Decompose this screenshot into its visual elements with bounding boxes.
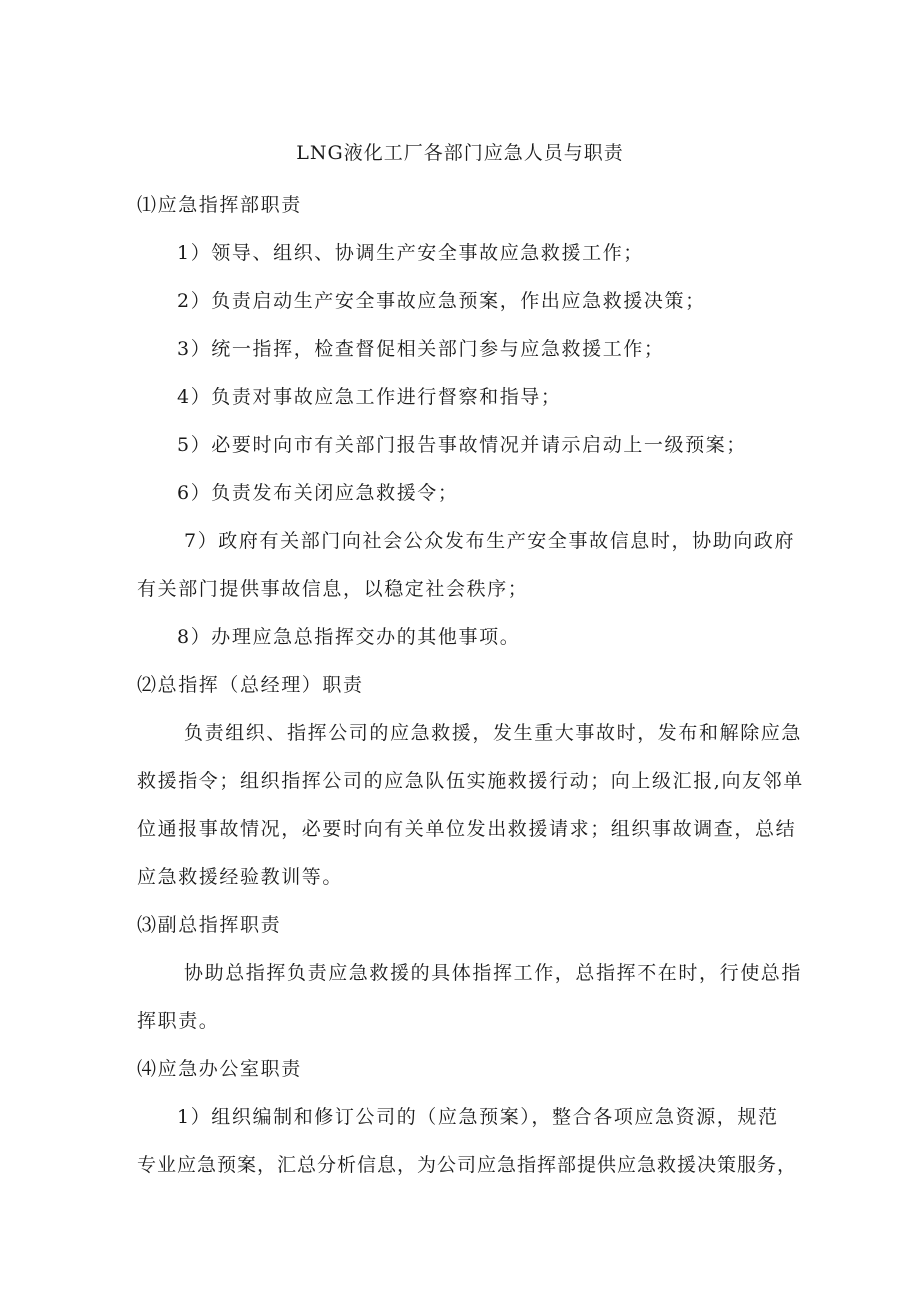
command-duty-item-1: 1）领导、组织、协调生产安全事故应急救援工作；	[177, 242, 644, 264]
command-duty-item-6: 6）负责发布关闭应急救援令；	[177, 482, 459, 504]
section-heading-general-commander: ⑵总指挥（总经理）职责	[137, 674, 364, 696]
emergency-office-line-2: 专业应急预案，汇总分析信息，为公司应急指挥部提供应急救援决策服务，	[137, 1154, 798, 1176]
deputy-commander-line-2: 挥职责。	[137, 1010, 220, 1032]
command-duty-item-7-line-2: 有关部门提供事故信息，以稳定社会秩序；	[137, 578, 529, 600]
section-heading-deputy-commander: ⑶副总指挥职责	[137, 914, 282, 936]
section-heading-command-center: ⑴应急指挥部职责	[137, 194, 302, 216]
general-commander-line-4: 应急救援经验教训等。	[137, 866, 344, 888]
general-commander-line-2: 救援指令；组织指挥公司的应急队伍实施救援行动；向上级汇报,向友邻单	[137, 770, 804, 792]
general-commander-line-1: 负责组织、指挥公司的应急救援，发生重大事故时，发布和解除应急	[184, 722, 803, 744]
command-duty-item-8: 8）办理应急总指挥交办的其他事项。	[177, 626, 521, 648]
command-duty-item-3: 3）统一指挥，检查督促相关部门参与应急救援工作；	[177, 338, 665, 360]
command-duty-item-5: 5）必要时向市有关部门报告事故情况并请示启动上一级预案；	[177, 434, 747, 456]
document-title: LNG液化工厂各部门应急人员与职责	[296, 142, 624, 164]
section-heading-emergency-office: ⑷应急办公室职责	[137, 1058, 302, 1080]
command-duty-item-4: 4）负责对事故应急工作进行督察和指导；	[177, 386, 562, 408]
emergency-office-line-1: 1）组织编制和修订公司的（应急预案），整合各项应急资源，规范	[177, 1106, 779, 1128]
command-duty-item-7-line-1: 7）政府有关部门向社会公众发布生产安全事故信息时，协助向政府	[184, 530, 796, 552]
general-commander-line-3: 位通报事故情况，必要时向有关单位发出救援请求；组织事故调查，总结	[137, 818, 797, 840]
command-duty-item-2: 2）负责启动生产安全事故应急预案，作出应急救援决策；	[177, 290, 706, 312]
deputy-commander-line-1: 协助总指挥负责应急救援的具体指挥工作，总指挥不在时，行使总指	[184, 962, 803, 984]
